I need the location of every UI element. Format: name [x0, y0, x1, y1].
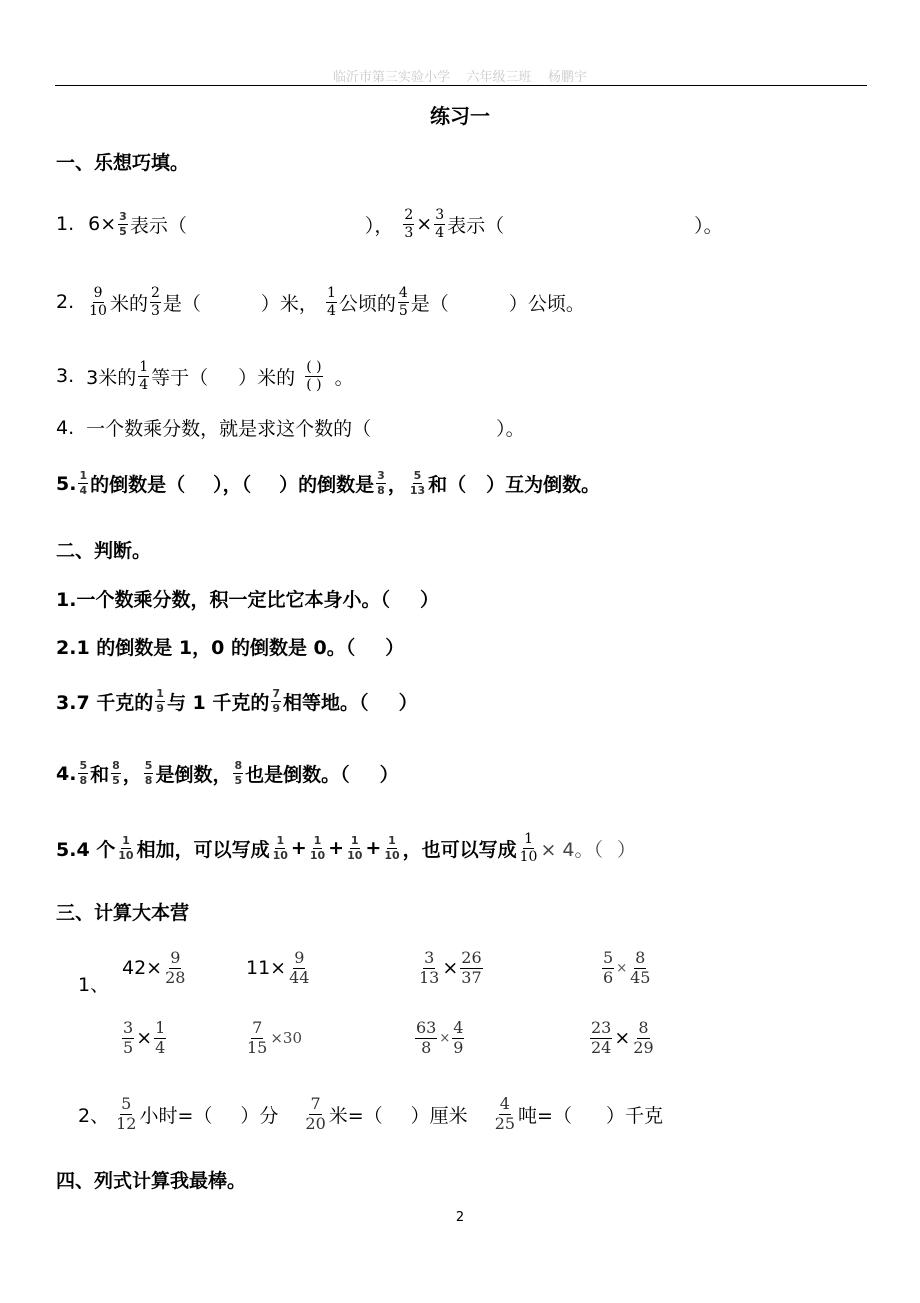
fraction: $\frac{9}{44}$: [289, 948, 310, 987]
fraction: 2 3: [150, 285, 160, 319]
fraction: $\frac{1}{10}$: [519, 831, 538, 865]
fraction: $\frac{4}{9}$: [453, 1018, 464, 1057]
section3-heading: 三、计算大本营: [56, 902, 190, 924]
fraction: 1 4: [326, 285, 336, 319]
calc-item: 42× $\frac{9}{28}$: [122, 948, 186, 987]
blank-fraction[interactable]: ( ) ( ): [306, 359, 322, 393]
calc-item: 11× $\frac{9}{44}$: [246, 948, 310, 987]
s1-q5: 5. 1 4 的倒数是（ ），（ ）的倒数是 3 8 ， 5 13 和（ ）互为倒数。: [56, 469, 601, 497]
s2-q3: 3.7 千克的 1 9 与 1 千克的 7 9 相等地。（ ）: [56, 687, 418, 715]
fraction: 5 13: [409, 469, 426, 497]
s1-q3: 3. 3米的 1 4 等于（ ）米的 ( ) ( ) 。: [56, 359, 354, 393]
section4-heading: 四、列式计算我最棒。: [56, 1170, 247, 1192]
fraction: 4 5: [398, 285, 408, 319]
section2-heading: 二、判断。: [56, 540, 152, 562]
fraction: 5 8: [79, 759, 88, 787]
calc-item: $\frac{7}{15}$ ×30: [247, 1018, 303, 1057]
calc-item: $\frac{63}{8}$ × $\frac{4}{9}$: [416, 1018, 464, 1057]
fraction: 8 5: [234, 759, 243, 787]
fraction: 1 10: [118, 834, 134, 862]
calc-item: $\frac{3}{5}$ × $\frac{1}{4}$: [123, 1018, 166, 1057]
conversion-row: 2、 5 12 小时=（ ）分 7 20 米=（ ）厘米 4 25 吨=（ ）千克: [78, 1094, 663, 1133]
fraction: 7 20: [305, 1094, 326, 1133]
s2-q2: 2.1 的倒数是 1，0 的倒数是 0。（ ）: [56, 637, 405, 659]
fraction: 8 5: [112, 759, 120, 787]
fraction: $\frac{8}{29}$: [633, 1018, 654, 1057]
fraction: $\frac{63}{8}$: [416, 1018, 437, 1057]
fraction: 1 9: [156, 687, 164, 715]
calc-item: $\frac{3}{13}$ × $\frac{26}{37}$: [419, 948, 482, 987]
s2-q4: 4. 5 8 和 8 5 ， 5 8 是倒数， 8 5 也是倒数。（ ）: [56, 759, 399, 787]
fraction: $\frac{1}{10}$: [309, 834, 326, 862]
fraction: 1 4: [79, 469, 88, 497]
fraction: $\frac{1}{10}$: [384, 834, 400, 862]
fraction: $\frac{9}{28}$: [165, 948, 186, 987]
fraction: $\frac{26}{37}$: [461, 948, 482, 987]
header-divider: [55, 85, 867, 86]
s1-q1: 1. 6× $\frac{3}{5}$ 表示（ ）， $\frac{2}{3}$ × $\frac{3}{4}$ 表示（ ）。: [56, 207, 723, 241]
fraction: $\frac{23}{24}$: [591, 1018, 612, 1057]
section1-heading: 一、乐想巧填。: [56, 152, 190, 174]
fraction: $\frac{8}{45}$: [630, 948, 651, 987]
header-school: 临沂市第三实验小学: [332, 70, 450, 85]
s2-q1: 1.一个数乘分数，积一定比它本身小。（ ）: [56, 589, 439, 611]
s1-q2: 2. 9 10 米的 2 3 是（ ）米， 1 4 公顷的 4 5 是（ ）公顷。: [56, 285, 585, 319]
fraction: 7 9: [272, 687, 281, 715]
fraction: $\frac{5}{6}$: [603, 948, 614, 987]
fraction: $\frac{3}{5}$: [123, 1018, 134, 1057]
calc-item: $\frac{23}{24}$ × $\frac{8}{29}$: [591, 1018, 654, 1057]
fraction: $\frac{1}{10}$: [347, 834, 363, 862]
calc-item: $\frac{5}{6}$ × $\frac{8}{45}$: [603, 948, 651, 987]
fraction: $\frac{1}{4}$: [155, 1018, 166, 1057]
fraction: 3 8: [377, 469, 385, 497]
fraction: 5 8: [144, 759, 153, 787]
page-number: 2: [455, 1210, 465, 1225]
fraction: $\frac{3}{5}$: [119, 210, 127, 238]
fraction: $\frac{7}{15}$: [247, 1018, 268, 1057]
fraction: 5 12: [116, 1094, 137, 1133]
fraction: 9 10: [89, 285, 107, 319]
header-grade: 六年级三班: [466, 70, 532, 85]
fraction: 1 4: [139, 359, 149, 393]
fraction: $\frac{3}{4}$: [435, 207, 445, 241]
calc-label-1: 1、: [78, 974, 110, 996]
s2-q5: 5.4 个 1 10 相加，可以写成 1 10 + $\frac{1}{10}$ + $\frac{1}{10}$ + $\frac{1}{10}$ ，也可以写成 $\frac{1}{10}$ × 4。（ ）: [56, 831, 637, 865]
header-teacher: 杨鹏宇: [548, 70, 588, 85]
fraction: $\frac{2}{3}$: [404, 207, 414, 241]
fraction: 4 25: [494, 1094, 516, 1133]
s1-q4: 4. 一个数乘分数，就是求这个数的（ ）。: [56, 416, 525, 440]
fraction: 1 10: [272, 834, 288, 862]
page-header: [0, 66, 920, 85]
page-title: 练习一: [430, 104, 490, 128]
fraction: $\frac{3}{13}$: [419, 948, 440, 987]
